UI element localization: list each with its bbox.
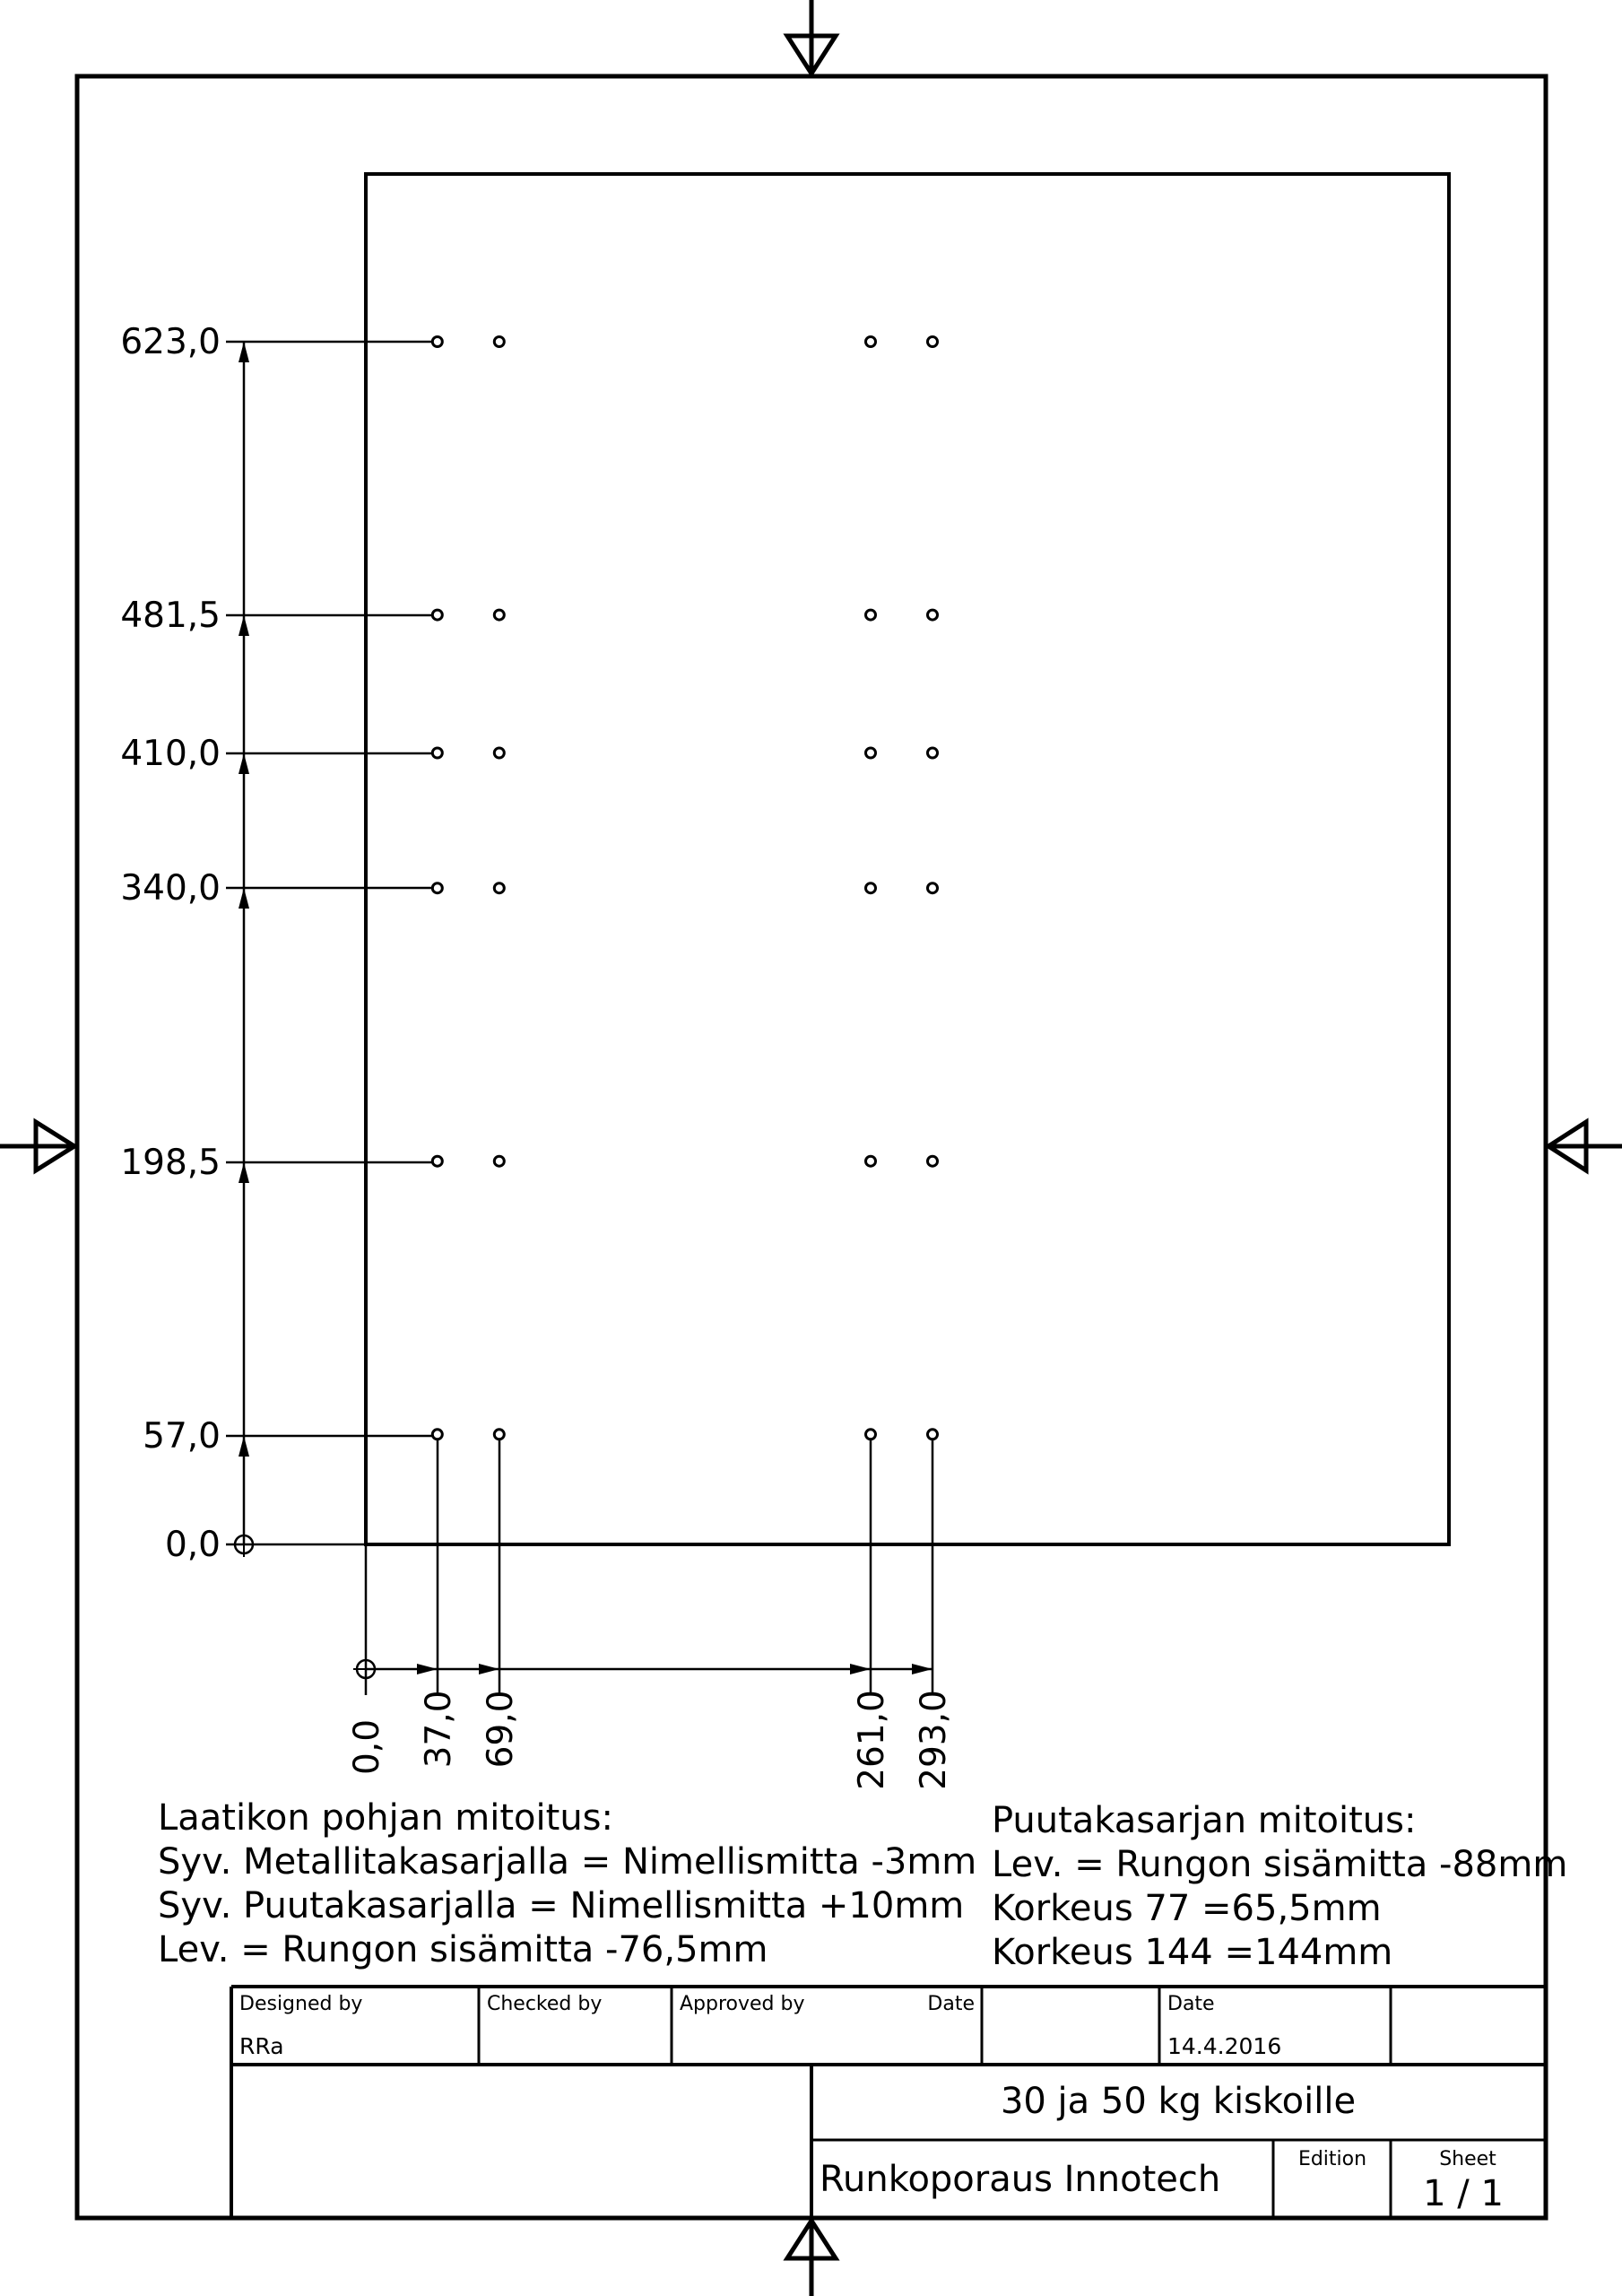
notes-right-line: Korkeus 77 =65,5mm bbox=[992, 1888, 1382, 1929]
date-label: Date bbox=[1167, 1993, 1215, 2015]
drill-hole bbox=[866, 1430, 876, 1439]
drill-hole bbox=[928, 1156, 938, 1166]
dim-y-198-5: 198,5 bbox=[120, 1143, 221, 1183]
centering-mark-bottom bbox=[787, 2218, 836, 2296]
drill-hole bbox=[928, 1430, 938, 1439]
designed-by-value: RRa bbox=[239, 2033, 284, 2059]
drill-hole bbox=[866, 337, 876, 347]
notes-left-heading: Laatikon pohjan mitoitus: bbox=[158, 1797, 613, 1839]
drill-hole bbox=[494, 337, 504, 347]
notes-left bbox=[158, 1797, 976, 1970]
centering-mark-top bbox=[787, 0, 836, 76]
drill-hole bbox=[432, 1430, 442, 1439]
approved-by-label: Approved by bbox=[680, 1993, 805, 2015]
approved-date-label: Date bbox=[927, 1993, 975, 2015]
drill-hole bbox=[494, 1156, 504, 1166]
dim-x-0: 0,0 bbox=[347, 1718, 387, 1776]
dim-x-293: 293,0 bbox=[914, 1690, 954, 1790]
drill-hole bbox=[866, 748, 876, 758]
drill-hole bbox=[866, 1156, 876, 1166]
drill-hole bbox=[928, 337, 938, 347]
hole-pattern bbox=[432, 337, 937, 1439]
drill-hole bbox=[494, 610, 504, 620]
drill-hole bbox=[494, 748, 504, 758]
vertical-extension-lines bbox=[226, 342, 438, 1544]
dim-y-410: 410,0 bbox=[120, 734, 221, 774]
drill-hole bbox=[432, 610, 442, 620]
dim-y-0: 0,0 bbox=[164, 1525, 221, 1565]
drill-hole bbox=[928, 610, 938, 620]
drill-hole bbox=[494, 883, 504, 893]
dim-y-481-5: 481,5 bbox=[120, 596, 221, 636]
drill-hole bbox=[432, 883, 442, 893]
dim-y-57: 57,0 bbox=[143, 1416, 221, 1457]
part-outline bbox=[366, 174, 1449, 1544]
designed-by-label: Designed by bbox=[239, 1993, 363, 2015]
notes-right-heading: Puutakasarjan mitoitus: bbox=[992, 1800, 1417, 1841]
dim-y-623: 623,0 bbox=[120, 322, 221, 362]
drill-hole bbox=[928, 748, 938, 758]
drill-hole bbox=[432, 1156, 442, 1166]
notes-left-line: Lev. = Rungon sisämitta -76,5mm bbox=[158, 1929, 768, 1970]
centering-mark-right bbox=[1546, 1122, 1622, 1170]
drill-hole bbox=[866, 610, 876, 620]
dim-x-37: 37,0 bbox=[419, 1690, 459, 1769]
drill-hole bbox=[928, 883, 938, 893]
notes-left-line: Syv. Puutakasarjalla = Nimellismitta +10mm bbox=[158, 1885, 965, 1926]
sheet-value: 1 / 1 bbox=[1423, 2173, 1504, 2214]
drill-hole bbox=[432, 337, 442, 347]
drill-hole bbox=[494, 1430, 504, 1439]
sheet-label: Sheet bbox=[1439, 2148, 1496, 2170]
drawing-title: 30 ja 50 kg kiskoille bbox=[1000, 2081, 1357, 2122]
notes-right-line: Lev. = Rungon sisämitta -88mm bbox=[992, 1844, 1568, 1885]
notes-right bbox=[992, 1800, 1567, 1973]
dim-x-261: 261,0 bbox=[852, 1690, 892, 1790]
notes-left-line: Syv. Metallitakasarjalla = Nimellismitta -3mm bbox=[158, 1841, 977, 1883]
centering-mark-left bbox=[0, 1122, 77, 1170]
drill-hole bbox=[432, 748, 442, 758]
dim-x-69: 69,0 bbox=[481, 1690, 521, 1769]
dim-y-340: 340,0 bbox=[120, 868, 221, 909]
checked-by-label: Checked by bbox=[487, 1993, 603, 2015]
horizontal-extension-lines bbox=[366, 1436, 932, 1695]
notes-right-line: Korkeus 144 =144mm bbox=[992, 1932, 1393, 1973]
edition-label: Edition bbox=[1297, 2148, 1367, 2170]
drill-hole bbox=[866, 883, 876, 893]
date-value: 14.4.2016 bbox=[1167, 2033, 1282, 2059]
company-name: Runkoporaus Innotech bbox=[820, 2159, 1221, 2200]
